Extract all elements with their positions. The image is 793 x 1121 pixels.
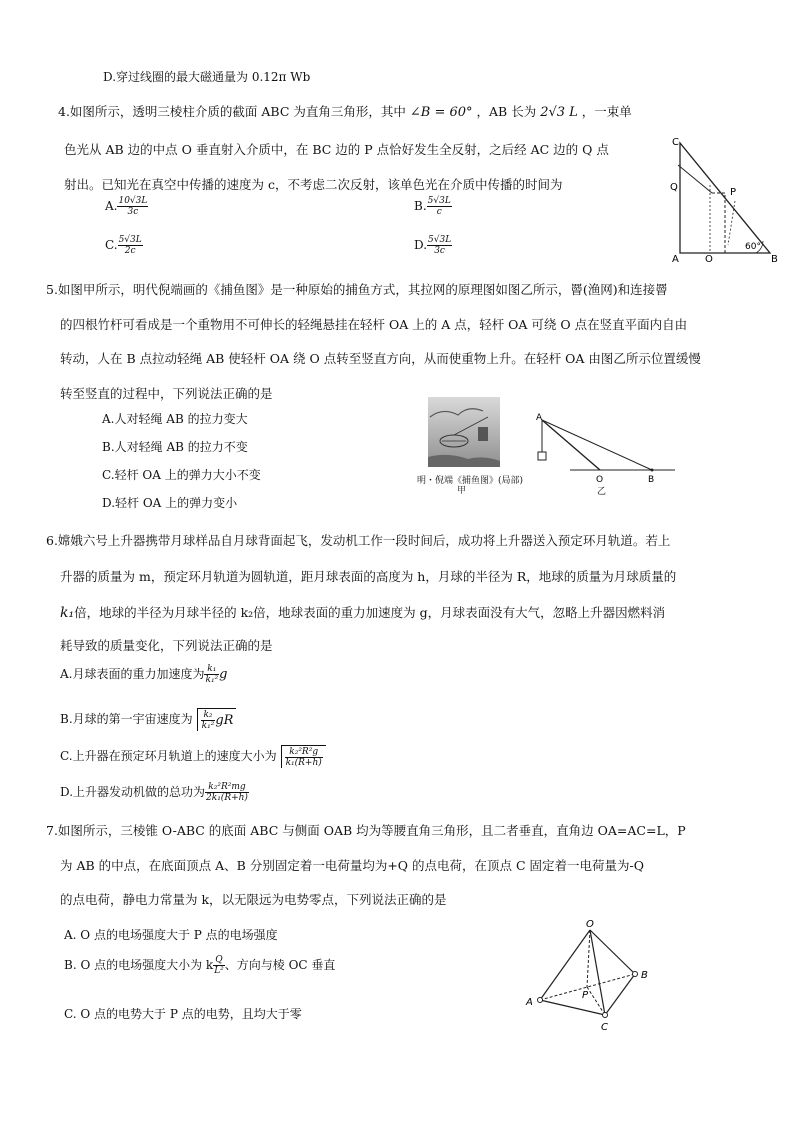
q5-line2: 的四根竹杆可看成是一个重物用不可伸长的轻绳悬挂在轻杆 OA 上的 A 点，轻杆 OA 可绕 O 点在竖直平面内自由 [60,317,688,332]
label-b: B [648,475,655,485]
q7-option-b-num: Q [213,955,225,966]
q5-option-a: A.人对轻绳 AB 的拉力变大 [102,412,248,426]
q5-option-c: C.轻杆 OA 上的弹力大小不变 [102,468,261,482]
q4-option-d-den: 3c [434,246,445,256]
q4-option-a-num: 10√3L [118,196,148,206]
q4-option-b-fraction [427,196,452,217]
q5-option-d: D.轻杆 OA 上的弹力变小 [102,496,238,510]
charge-a [538,998,543,1003]
q4-line1 [58,103,632,122]
q4-option-b-prefix: B. [414,199,427,213]
q4-line2: 色光从 AB 边的中点 O 垂直射入介质中，在 BC 边的 P 点恰好发生全反射，之后经 AC 边的 Q 点 [64,142,609,157]
q6-line4: 耗导致的质量变化，下列说法正确的是 [60,638,273,653]
q4-line1b: ，AB 长为 [476,104,537,119]
q7-option-a: A. O 点的电场强度大于 P 点的电场强度 [64,928,278,942]
q6-option-c-sqrt [281,745,326,768]
q4-option-a-fraction [117,196,148,217]
q6-line3 [60,604,665,622]
q6-option-b-num: k₂ [201,710,216,721]
label-b: B [641,970,648,981]
edge-cb [605,974,635,1015]
photo-caption: 明・倪端《捕鱼图》(局部) [417,476,524,486]
q4-option-c [105,235,143,256]
painting-sketch [428,397,500,467]
q6-option-c [60,745,326,768]
edge-op [587,930,590,987]
q6-option-a-text: A.月球表面的重力加速度为 [60,667,205,681]
q7-option-c: C. O 点的电势大于 P 点的电势，且均大于零 [64,1007,302,1021]
q6-option-b-fraction [201,710,216,731]
label-b: B [771,254,778,265]
q6-option-a-fraction [204,664,219,685]
q4-option-d-num: 5√3L [428,235,452,245]
label-c: C [601,1022,608,1033]
q4-length: 2√3 L [540,104,578,120]
label-a: A [526,997,533,1008]
q5-line4: 转至竖直的过程中，下列说法正确的是 [60,386,273,401]
q4-option-d-fraction [427,235,452,256]
q6-option-d [60,782,249,803]
q5-option-b: B.人对轻绳 AB 的拉力不变 [102,440,248,454]
q6-k1: k₁ [60,605,75,621]
q4-prism-figure [650,135,785,265]
q6-option-a [60,664,227,685]
rod-oa [542,420,600,470]
label-60: 60° [745,242,761,252]
q4-line1a: 4.如图所示，透明三棱柱介质的截面 ABC 为直角三角形，其中 [58,104,406,119]
q6-option-a-tail: g [219,666,228,682]
rope-ab [542,420,652,470]
q6-option-b-text: B.月球的第一宇宙速度为 [60,712,193,726]
label-o: O [586,919,594,930]
label-o: O [596,475,604,485]
q6-option-b-sqrt [197,708,237,731]
charge-c [603,1013,608,1018]
q6-option-c-text: C.上升器在预定环月轨道上的速度大小为 [60,749,277,763]
q6-option-b [60,708,236,731]
weight-block [538,452,546,460]
q5-line3: 转动，人在 B 点拉动轻绳 AB 使轻杆 OA 绕 O 点转至竖直方向，从而使重物上升。在轻杆 OA 由图乙所示位置缓慢 [60,351,701,366]
label-q: Q [670,182,678,193]
label-o: O [705,254,713,265]
q7-pyramid-figure [520,918,670,1038]
label-c: C [672,137,679,148]
q4-option-a-den: 3c [127,207,139,217]
q6-option-c-fraction [285,747,323,768]
q7-option-b-tail: 、方向与棱 OC 垂直 [224,958,336,972]
q6-line2: 升器的质量为 m，预定环月轨道为圆轨道，距月球表面的高度为 h，月球的半径为 R，地球的质量为月球质量的 [60,569,677,584]
q6-option-a-den: k₁² [205,675,219,685]
fishing-painting-photo [428,397,500,467]
label-p: P [730,187,737,198]
q4-option-c-num: 5√3L [118,235,142,245]
q6-option-d-fraction [205,782,249,803]
q4-line1c: ，一束单 [581,104,632,119]
point-b [651,469,654,472]
q5-line1: 5.如图甲所示，明代倪端画的《捕鱼图》是一种原始的捕鱼方式，其拉网的原理图如图乙所示，罾(渔网)和连接罾 [46,282,668,297]
q4-line3: 射出。已知光在真空中传播的速度为 c，不考虑二次反射，该单色光在介质中传播的时间为 [64,177,563,192]
q4-option-a [105,196,148,217]
q7-option-b-den: L² [214,966,224,976]
q4-angle: ∠B = 60° [409,104,473,120]
q4-option-c-prefix: C. [105,238,118,252]
caption-yi: 乙 [597,487,607,497]
q4-option-d [414,235,452,256]
q7-option-b [64,955,335,976]
q6-option-b-tail: gR [215,712,234,728]
label-a: A [672,254,679,265]
q7-option-b-fraction [213,955,225,976]
q6-option-b-den: k₁² [201,721,215,731]
caption-jia: 甲 [457,486,467,496]
q6-line1: 6.嫦娥六号上升器携带月球样品自月球背面起飞，发动机工作一段时间后，成功将上升器送入预定环月轨道。若上 [46,533,671,548]
q6-option-d-text: D.上升器发动机做的总功为 [60,785,206,799]
q7-line1: 7.如图所示，三棱锥 O-ABC 的底面 ABC 与侧面 OAB 均为等腰直角三角形，且二者垂直，直角边 OA=AC=L，P [46,823,686,838]
q4-option-c-fraction [118,235,143,256]
label-a: A [536,413,543,423]
q6-option-c-den: k₁(R+h) [285,758,322,768]
q7-line2: 为 AB 的中点，在底面顶点 A、B 分别固定着一电荷量均为+Q 的点电荷，在顶点 C 固定着一电荷量为-Q [60,858,644,873]
q7-option-b-text: B. O 点的电场强度大小为 k [64,958,214,972]
q6-option-c-num: k₂²R²g [285,747,323,758]
q3-option-d: D.穿过线圈的最大磁通量为 0.12π Wb [103,70,311,84]
q6-option-a-num: k₁ [204,664,219,675]
normal-at-p [728,201,735,245]
q4-option-b [414,196,452,217]
q6-option-d-den: 2k₁(R+h) [206,793,248,803]
q4-option-d-prefix: D. [414,238,428,252]
q4-option-c-den: 2c [124,246,136,256]
q4-option-b-den: c [436,207,442,217]
exit-ray [678,165,712,193]
q6-option-d-num: k₂²R²mg [205,782,249,793]
label-p: P [582,990,589,1001]
q4-option-a-prefix: A. [105,199,118,213]
q7-line3: 的点电荷，静电力常量为 k，以无限远为电势零点，下列说法正确的是 [60,892,447,907]
q6-line3-text: 倍，地球的半径为月球半径的 k₂倍，地球表面的重力加速度为 g，月球表面没有大气，忽略上升器因燃料消 [74,605,666,620]
edge-ac [540,1000,605,1015]
charge-b [633,972,638,977]
q4-option-b-num: 5√3L [427,196,451,206]
